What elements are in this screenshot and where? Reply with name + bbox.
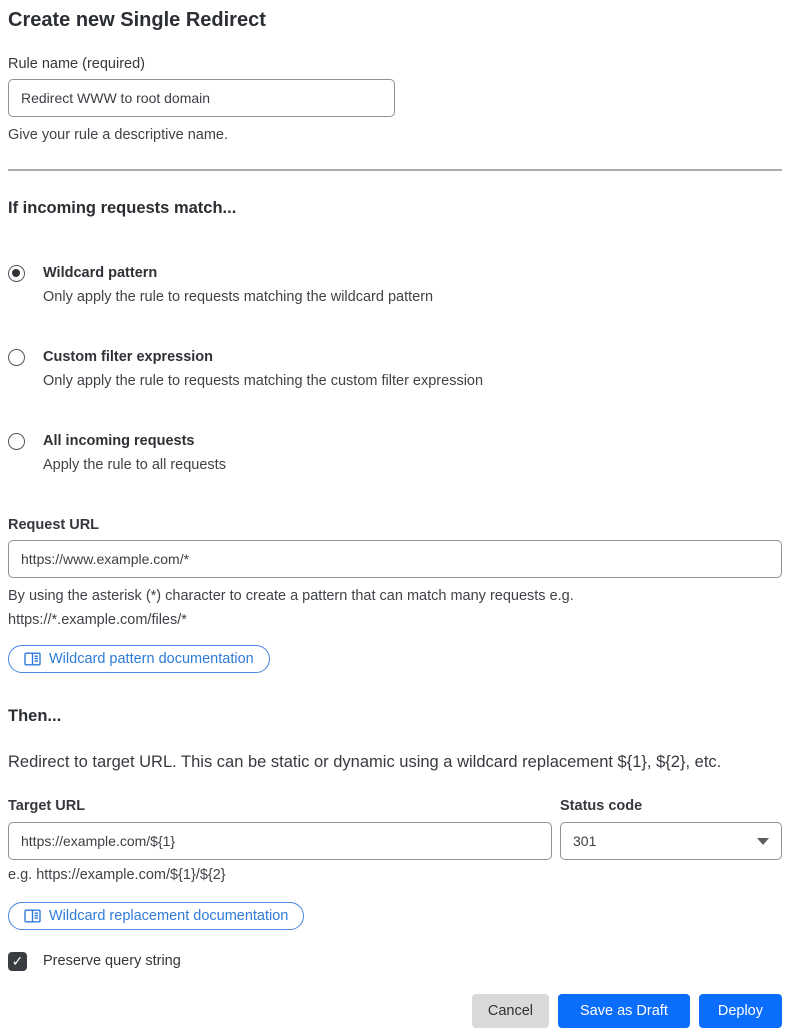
target-url-field: [8, 796, 552, 860]
cancel-button[interactable]: Cancel: [472, 994, 549, 1028]
radio-label: All incoming requests: [43, 433, 195, 449]
match-section-heading: If incoming requests match...: [8, 199, 237, 217]
wildcard-replacement-docs-button[interactable]: [8, 902, 304, 930]
radio-description: Only apply the rule to requests matching the wildcard pattern: [43, 289, 434, 305]
save-as-draft-button[interactable]: Save as Draft: [558, 994, 690, 1028]
form-actions: [8, 994, 782, 1028]
rule-name-help: Give your rule a descriptive name.: [8, 127, 229, 143]
radio-label: Wildcard pattern: [43, 265, 158, 281]
radio-description: Only apply the rule to requests matching the custom filter expression: [43, 373, 484, 389]
request-url-input[interactable]: [8, 540, 782, 578]
deploy-button[interactable]: Deploy: [699, 994, 782, 1028]
radio-unselected-icon[interactable]: [8, 433, 25, 450]
preserve-query-string-option[interactable]: [8, 950, 782, 972]
radio-description: Apply the rule to all requests: [43, 457, 226, 473]
open-book-icon: [24, 652, 41, 666]
radio-option-custom-filter-expression[interactable]: [8, 347, 782, 391]
target-url-input[interactable]: [8, 822, 552, 860]
then-section-heading: Then...: [8, 707, 62, 725]
request-url-help: [8, 584, 782, 632]
then-section-description: Redirect to target URL. This can be static or dynamic using a wildcard replacement ${1}, ${2}, etc.: [8, 753, 722, 771]
page-title: Create new Single Redirect: [8, 9, 266, 31]
status-code-selected-value: 301: [573, 833, 597, 849]
rule-name-input[interactable]: [8, 79, 395, 117]
status-code-label: Status code: [560, 798, 643, 814]
rule-name-label: Rule name (required): [8, 56, 146, 72]
preserve-query-string-label: Preserve query string: [43, 953, 181, 969]
request-url-label: Request URL: [8, 517, 100, 533]
checkbox-checked-icon[interactable]: [8, 952, 27, 971]
open-book-icon: [24, 909, 41, 923]
wildcard-replacement-docs-label: Wildcard replacement documentation: [49, 908, 289, 924]
request-url-help-line1: By using the asterisk (*) character to create a pattern that can match many requests e.g.: [8, 588, 574, 604]
radio-selected-icon[interactable]: [8, 265, 25, 282]
request-url-help-line2: https://*.example.com/files/*: [8, 612, 187, 628]
match-type-radio-group: [8, 263, 782, 475]
target-url-status-row: [8, 796, 782, 860]
radio-option-wildcard-pattern[interactable]: [8, 263, 782, 307]
wildcard-pattern-docs-button[interactable]: [8, 645, 270, 673]
target-url-help: e.g. https://example.com/${1}/${2}: [8, 867, 226, 883]
chevron-down-icon: [757, 838, 769, 845]
radio-unselected-icon[interactable]: [8, 349, 25, 366]
target-url-label: Target URL: [8, 798, 86, 814]
wildcard-pattern-docs-label: Wildcard pattern documentation: [49, 651, 254, 667]
status-code-field: [560, 796, 782, 860]
radio-label: Custom filter expression: [43, 349, 214, 365]
status-code-select[interactable]: [560, 822, 782, 860]
radio-option-all-incoming-requests[interactable]: [8, 431, 782, 475]
section-divider: [8, 169, 782, 171]
